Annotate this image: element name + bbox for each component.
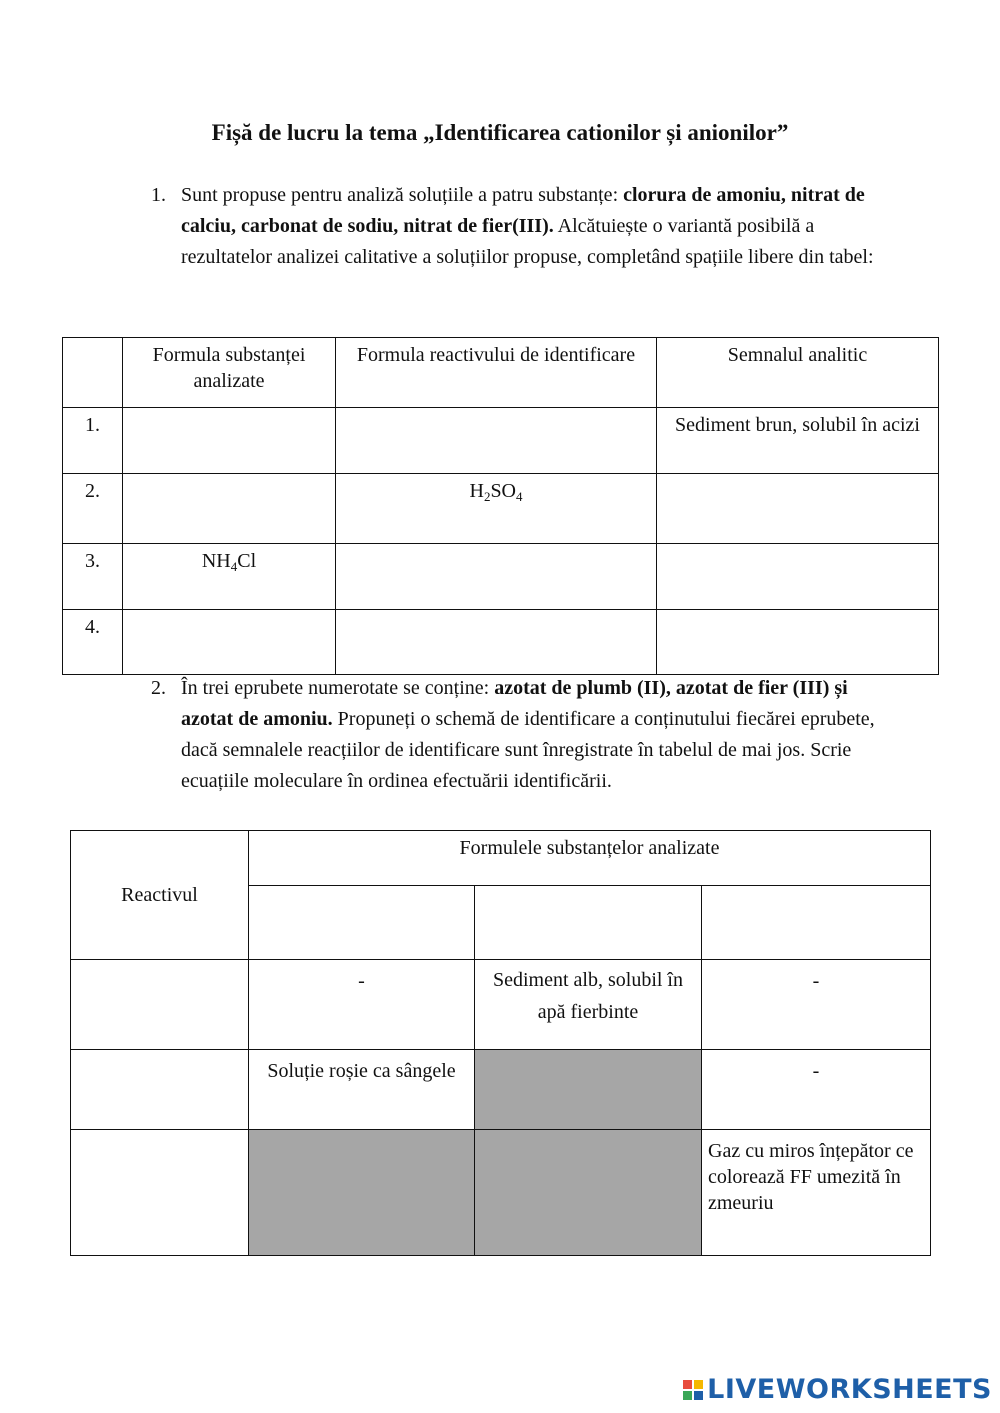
formula-subscript: 2 [483,489,491,504]
substance-cell[interactable] [123,408,336,474]
header-empty [63,338,123,408]
table-row [71,1050,931,1130]
logo-text: LIVEWORKSHEETS [707,1374,992,1405]
formula-part: NH [201,550,231,572]
signal-cell: - [702,960,931,1050]
question-1-intro: Sunt propuse pentru analiză soluțiile a patru substanțe: [181,184,624,206]
analysis-table [62,337,939,675]
question-1 [151,180,901,273]
question-2-number: 2. [151,677,166,699]
table-row [63,474,939,544]
row-number: 3. [63,544,123,610]
signal-cell: Sediment brun, solubil în acizi [657,408,939,474]
table-row [63,544,939,610]
formula-subscript: 4 [230,559,238,574]
page-title: Fișă de lucru la tema „Identificarea cationilor și anionilor” [211,120,789,145]
question-2-instructions: Propuneți o schemă de identificare a conținutului fiecărei eprubete, dacă semnalele reacțiilor de identificare sunt înregistrate în tabelul de mai jos. Scrie ecuațiile moleculare în ordinea efectuării identificării. [181,708,875,792]
substance-cell [123,544,336,610]
shaded-cell [249,1130,475,1256]
reagent-cell[interactable] [336,544,657,610]
shaded-cell [475,1130,702,1256]
substances-header: Formulele substanțelor analizate [249,831,931,886]
reagent-cell[interactable] [336,408,657,474]
formula-part: H [469,480,484,502]
reagent-cell[interactable] [71,1130,249,1256]
signal-cell: - [702,1050,931,1130]
row-number: 4. [63,610,123,675]
question-2-substances: azotat de plumb (II), azotat de fier (III) și azotat de amoniu. [181,677,848,730]
signal-cell: - [249,960,475,1050]
question-2-intro: În trei eprubete numerotate se conține: [181,677,495,699]
table-header-row [63,338,939,408]
row-number: 2. [63,474,123,544]
table-row [63,610,939,675]
header-substance: Formula substanței analizate [123,338,336,408]
question-1-substances: clorura de amoniu, nitrat de calciu, carbonat de sodiu, nitrat de fier(III). [181,184,865,237]
shaded-cell [475,1050,702,1130]
reagent-cell [336,474,657,544]
reagent-header: Reactivul [71,831,249,960]
question-1-instructions: Alcătuiește o variantă posibilă a rezultatelor analizei calitative a soluțiilor propuse, completând spațiile libere din tabel: [181,215,874,268]
reagent-cell[interactable] [71,960,249,1050]
signal-cell[interactable] [657,610,939,675]
formula-subscript: 4 [516,489,523,504]
reagent-cell[interactable] [336,610,657,675]
signal-cell[interactable] [657,544,939,610]
substance-cell[interactable] [123,610,336,675]
signal-cell: Sediment alb, solubil în apă fierbinte [475,960,702,1050]
table-row [71,960,931,1050]
formula-part: SO [490,480,517,502]
identification-table [70,830,931,1256]
substance-formula-cell[interactable] [475,886,702,960]
signal-cell[interactable] [657,474,939,544]
substance-cell[interactable] [123,474,336,544]
header-reagent: Formula reactivului de identificare [336,338,657,408]
header-signal: Semnalul analitic [657,338,939,408]
table-row [63,408,939,474]
reagent-cell[interactable] [71,1050,249,1130]
liveworksheets-logo [683,1374,992,1405]
signal-cell: Soluție roșie ca sângele [249,1050,475,1130]
substance-formula-cell[interactable] [249,886,475,960]
table-row [71,1130,931,1256]
question-1-number: 1. [151,184,166,206]
logo-icon [683,1380,703,1400]
table-header-row [71,831,931,886]
question-2 [151,673,901,797]
signal-cell: Gaz cu miros înțepător ce colorează FF umezită în zmeuriu [702,1130,931,1256]
row-number: 1. [63,408,123,474]
formula-part: Cl [237,550,257,572]
substance-formula-cell[interactable] [702,886,931,960]
